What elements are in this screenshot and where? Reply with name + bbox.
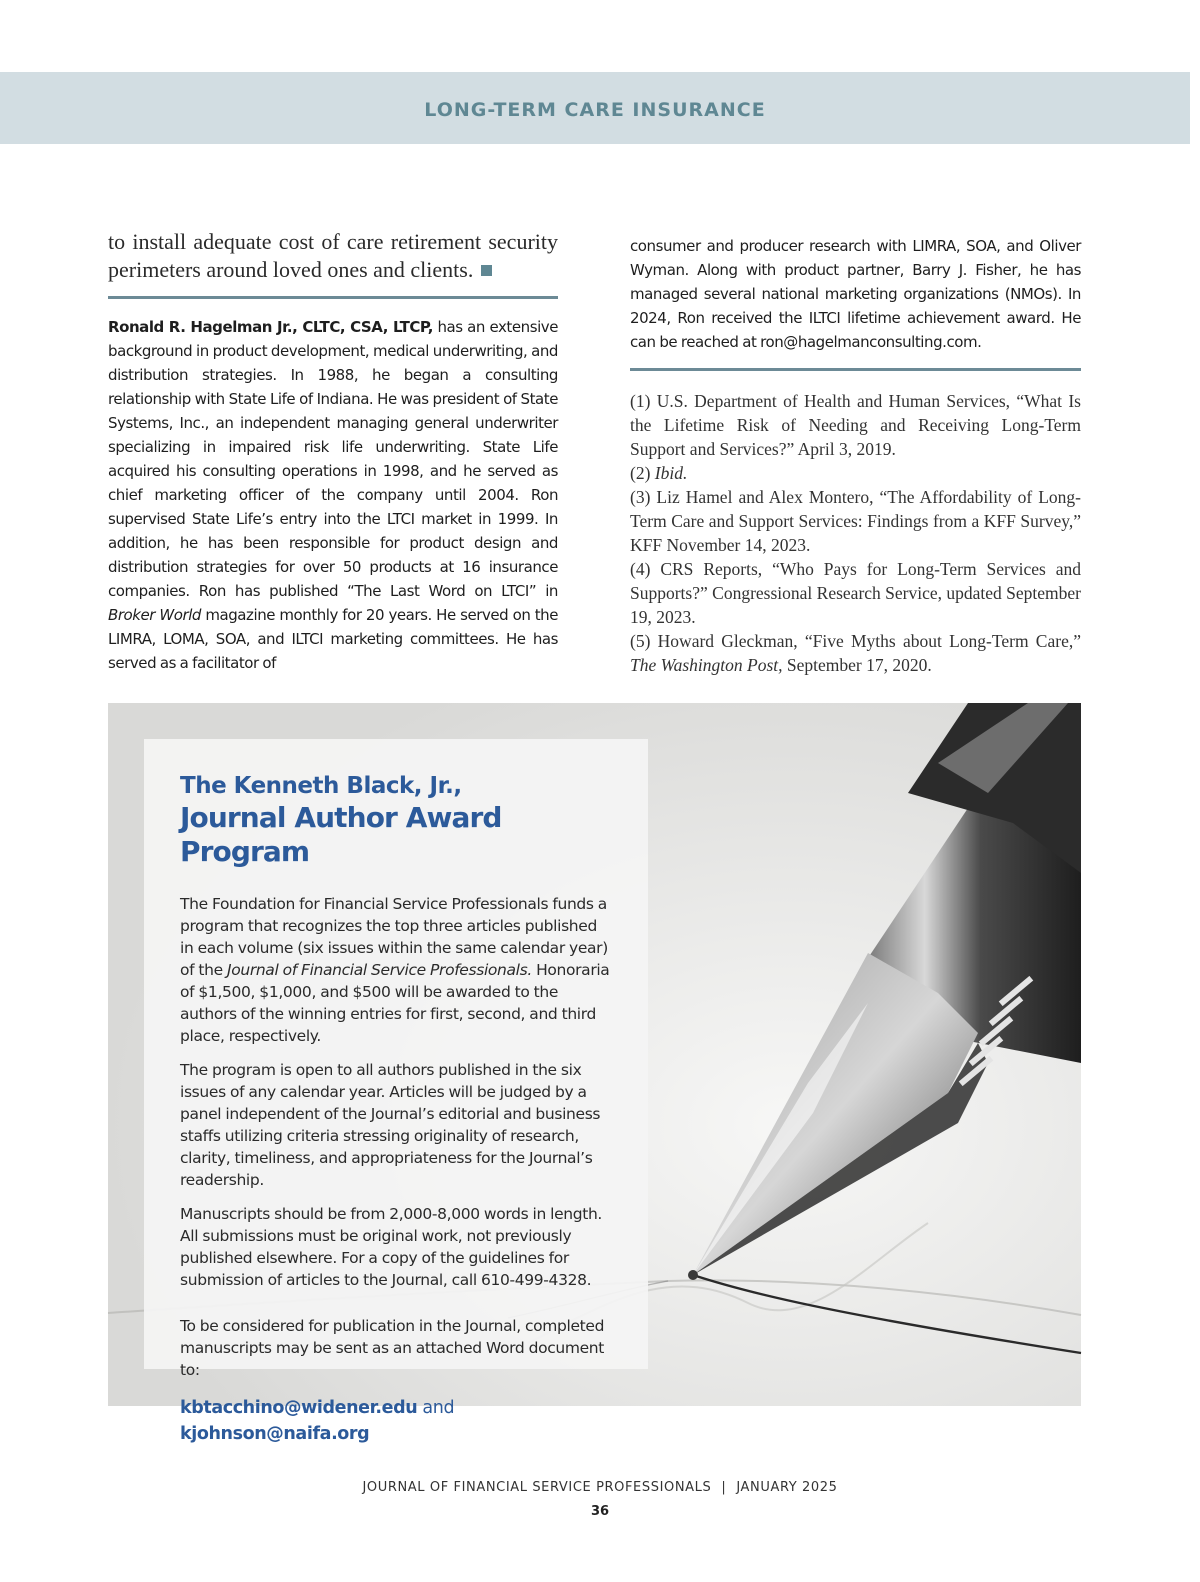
bio-text-part-1: has an extensive background in product development, medical underwriting, and distribution strategies. In 1988, he began a consulting relationship with State Life of Indiana. He was president of State Systems, Inc., an independent managing general underwriter specializing in impaired risk life underwriting. State Life acquired his consulting operations in 1998, and he served as chief marketing officer of the company until 2004. Ron supervised State Life’s entry into the LTCI market in 1999. In addition, he has been responsible for product design and distribution strategies for over 50 products at 16 insurance companies. Ron has published “The Last Word on LTCI” in — [108, 318, 558, 600]
endnote-2 — [630, 461, 1081, 485]
publication-title: Broker World — [108, 606, 201, 624]
endnote-5-publication: The Washington Post, — [630, 655, 783, 675]
endnotes — [630, 389, 1081, 677]
endnote-3: (3) Liz Hamel and Alex Montero, “The Affordability of Long-Term Care and Support Services: Findings from a KFF Survey,” KFF November 14, 2023. — [630, 487, 1081, 555]
page-footer — [0, 1480, 1200, 1495]
endnote-5-prefix: (5) Howard Gleckman, “Five Myths about Long-Term Care,” — [630, 631, 1081, 651]
author-bio — [108, 315, 558, 675]
award-title-line-2: Journal Author Award Program — [180, 801, 502, 868]
section-header-band — [0, 72, 1190, 144]
award-info-box — [144, 739, 648, 1444]
bio-divider — [108, 296, 558, 299]
notes-divider — [630, 368, 1081, 371]
end-mark-icon — [481, 265, 492, 276]
endnote-5 — [630, 629, 1081, 677]
award-paragraph-1 — [180, 893, 612, 1047]
footer-issue-date: JANUARY 2025 — [736, 1480, 838, 1495]
page-number: 36 — [590, 1504, 610, 1519]
journal-title: Journal of Financial Service Professionals. — [226, 961, 532, 979]
endnote-2-ibid: Ibid. — [654, 463, 688, 483]
award-paragraph-2: The program is open to all authors published in the six issues of any calendar year. Articles will be judged by a panel independent of the Journal’s editorial and business staffs utilizing criteria stressing originality of research, clarity, timeliness, and appropriateness for the Journal’s readership. — [180, 1061, 601, 1189]
award-paragraph-4: To be considered for publication in the Journal, completed manuscripts may be sent as an attached Word document to: — [180, 1317, 605, 1379]
endnote-2-prefix: (2) — [630, 463, 655, 483]
bio-text-part-2: magazine monthly for 20 years. He served on the LIMRA, LOMA, SOA, and ILTCI marketing committees. He has served as a facilitator of — [108, 606, 558, 672]
right-column — [630, 234, 1081, 677]
endnote-4: (4) CRS Reports, “Who Pays for Long-Term Services and Supports?” Congressional Research Service, updated September 19, 2023. — [630, 559, 1081, 627]
author-bio-continued: consumer and producer research with LIMRA, SOA, and Oliver Wyman. Along with product partner, Barry J. Fisher, he has managed several national marketing organizations (NMOs). In 2024, Ron received the ILTCI lifetime achievement award. He can be reached at ron@hagelmanconsulting.com. — [630, 237, 1081, 351]
email-link-2[interactable]: kjohnson@naifa.org — [180, 1424, 370, 1444]
footer-separator: | — [721, 1480, 727, 1495]
award-title-line-1: The Kenneth Black, Jr., — [180, 773, 462, 799]
award-paragraph-3: Manuscripts should be from 2,000-8,000 words in length. All submissions must be original work, not previously published elsewhere. For a copy of the guidelines for submission of articles to the Journal, call 610-499-4328. — [180, 1205, 603, 1289]
award-paragraph-1-end: Honoraria of $1,500, $1,000, and $500 will be awarded to the authors of the winning entries for first, second, and third place, respectively. — [180, 961, 610, 1045]
author-name: Ronald R. Hagelman Jr., CLTC, CSA, LTCP, — [108, 318, 433, 336]
footer-journal-name: JOURNAL OF FINANCIAL SERVICE PROFESSIONALS — [362, 1480, 712, 1495]
award-program-panel — [108, 703, 1081, 1444]
email-conjunction: and — [417, 1398, 455, 1418]
award-contact-emails — [180, 1395, 612, 1447]
award-paragraph-1-start: The Foundation for Financial Service Professionals funds a program that recognizes the top three articles published in each volume (six issues within the same calendar year) of the — [180, 895, 608, 979]
article-closing-paragraph — [108, 228, 558, 284]
section-title: LONG-TERM CARE INSURANCE — [424, 99, 766, 121]
endnote-5-suffix: September 17, 2020. — [782, 655, 932, 675]
article-closing-text: to install adequate cost of care retirement security perimeters around loved ones and clients. — [108, 229, 558, 282]
endnote-1: (1) U.S. Department of Health and Human Services, “What Is the Lifetime Risk of Needing and Receiving Long-Term Support and Services?” April 3, 2019. — [630, 391, 1081, 459]
left-column — [108, 228, 558, 675]
email-link-1[interactable]: kbtacchino@widener.edu — [180, 1398, 418, 1418]
